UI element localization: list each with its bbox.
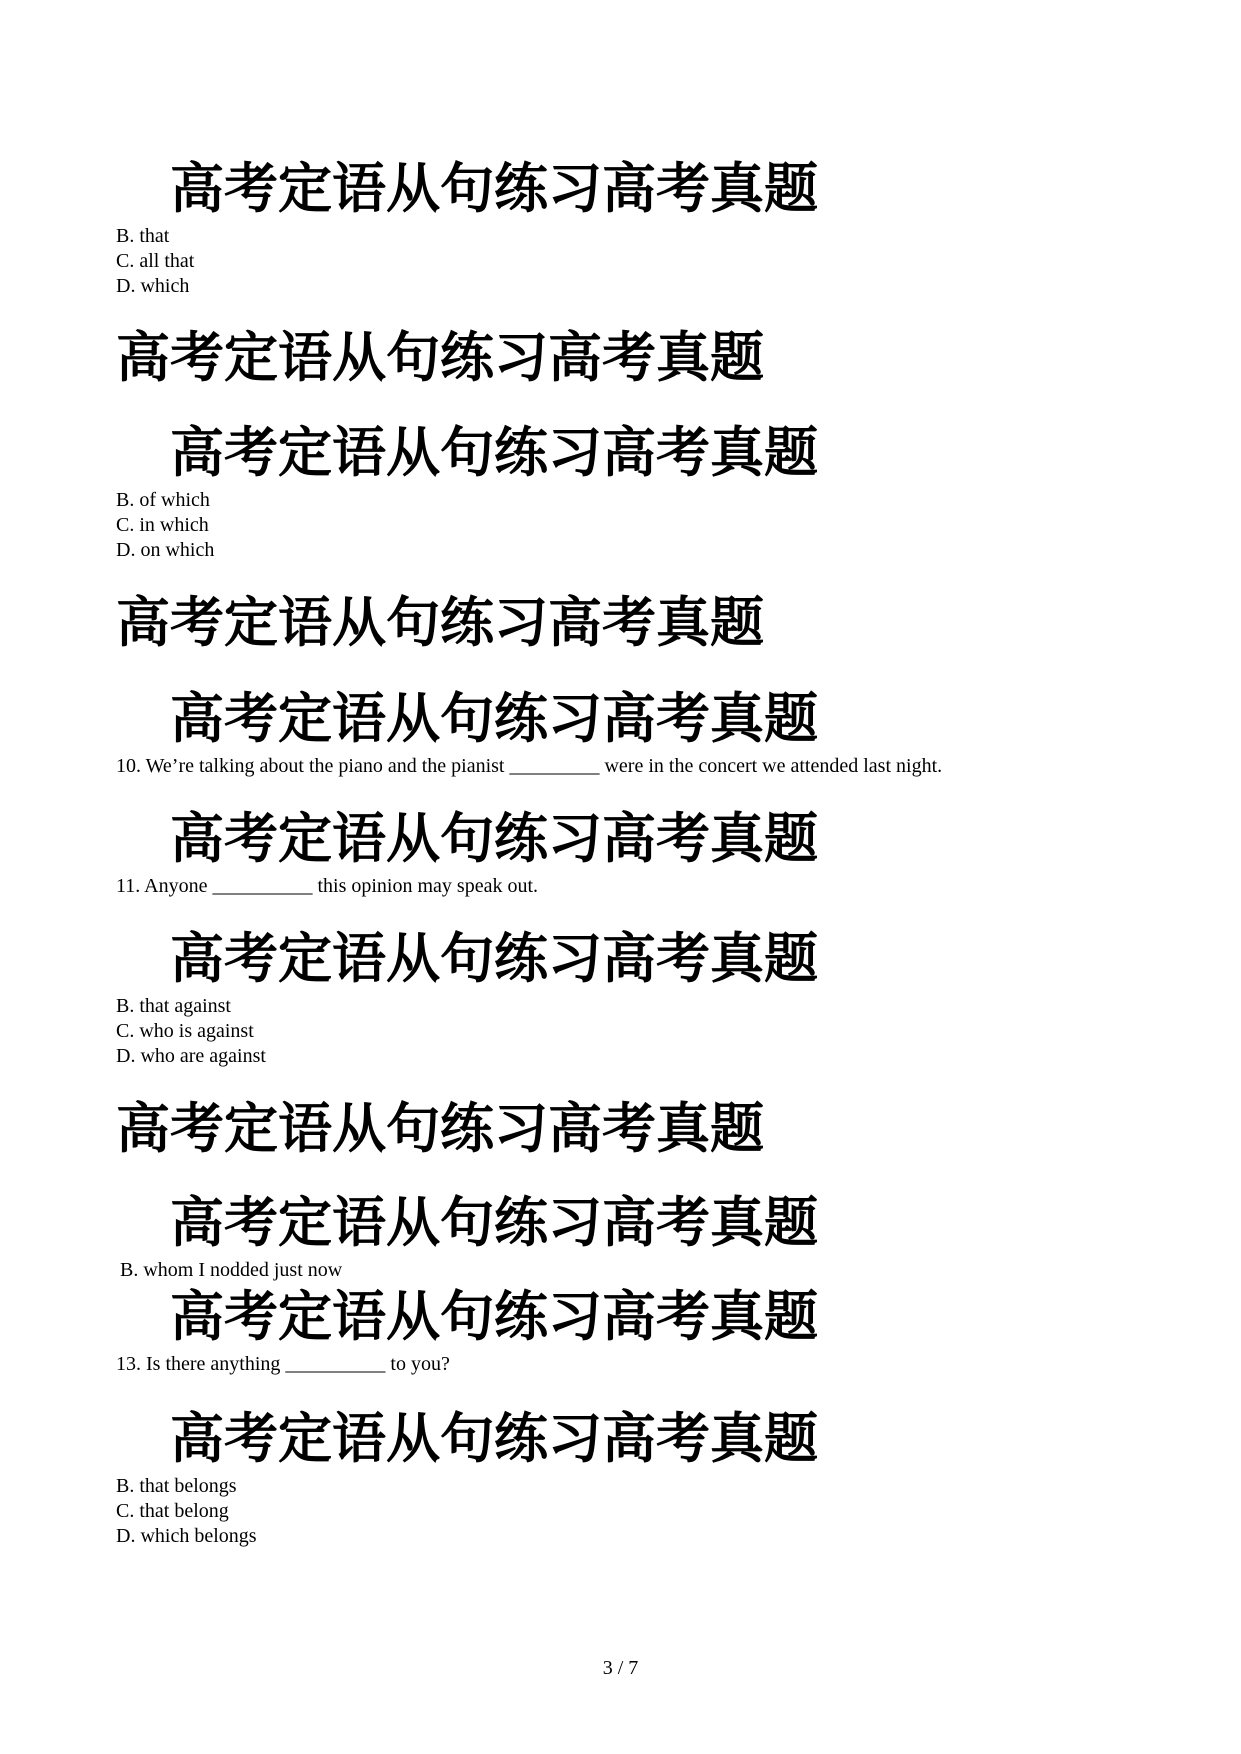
watermark-heading: 高考定语从句练习高考真题 (170, 156, 818, 220)
watermark-heading: 高考定语从句练习高考真题 (170, 1284, 818, 1348)
option-line: C. that belong (116, 1500, 229, 1522)
watermark-heading: 高考定语从句练习高考真题 (170, 1190, 818, 1254)
option-line: D. on which (116, 539, 215, 561)
watermark-heading: 高考定语从句练习高考真题 (170, 1406, 818, 1470)
option-line: B. that against (116, 995, 231, 1017)
watermark-heading: 高考定语从句练习高考真题 (170, 926, 818, 990)
question-line: 10. We’re talking about the piano and the pianist _________ were in the concert we attended last night. (116, 755, 943, 777)
watermark-heading: 高考定语从句练习高考真题 (116, 1096, 764, 1160)
option-line: D. who are against (116, 1045, 266, 1067)
option-line: B. of which (116, 489, 210, 511)
watermark-heading: 高考定语从句练习高考真题 (170, 420, 818, 484)
option-line: C. who is against (116, 1020, 254, 1042)
question-line: 11. Anyone __________ this opinion may speak out. (116, 875, 539, 897)
question-line: 13. Is there anything __________ to you? (116, 1353, 450, 1375)
page-number: 3 / 7 (602, 1657, 639, 1679)
option-line: C. in which (116, 514, 209, 536)
option-line: C. all that (116, 250, 195, 272)
option-line: D. which belongs (116, 1525, 257, 1547)
watermark-heading: 高考定语从句练习高考真题 (116, 590, 764, 654)
watermark-heading: 高考定语从句练习高考真题 (116, 325, 764, 389)
watermark-heading: 高考定语从句练习高考真题 (170, 686, 818, 750)
watermark-heading: 高考定语从句练习高考真题 (170, 806, 818, 870)
option-line: B. whom I nodded just now (120, 1259, 343, 1281)
option-line: B. that (116, 225, 170, 247)
option-line: D. which (116, 275, 190, 297)
option-line: B. that belongs (116, 1475, 237, 1497)
